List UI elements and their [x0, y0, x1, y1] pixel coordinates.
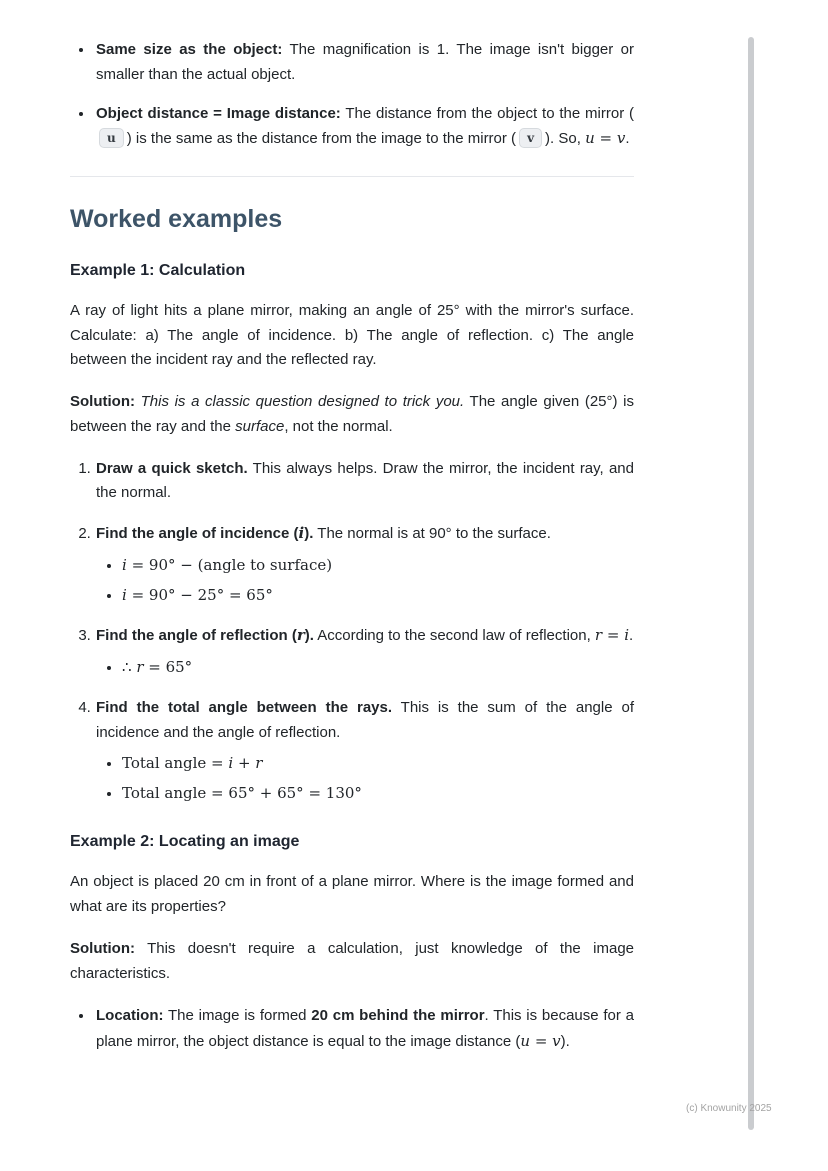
document-content — [70, 38, 634, 1055]
example2-solution — [70, 937, 634, 987]
section-divider — [70, 176, 634, 177]
watermark-text: (c) Knowunity 2025 — [686, 1103, 772, 1114]
math-line — [122, 553, 634, 579]
math-text: = 90° − 25° = 65° — [126, 585, 273, 604]
bullet-text: The distance from the object to the mirror ( — [340, 104, 634, 122]
math-sub-list — [96, 553, 634, 609]
v-variable-chip: v — [519, 128, 542, 148]
step-title: Find the total angle between the rays. — [96, 698, 393, 716]
step-find-incidence — [95, 521, 634, 608]
step-text: This always helps. Draw the mirror, the incident ray, and the normal. — [96, 459, 634, 502]
location-bullet — [94, 1004, 634, 1055]
step-title-text: Find the angle of reflection ( — [96, 627, 297, 645]
bullet-text: ) is the same as the distance from the image to the mirror ( — [126, 130, 517, 148]
math-text: 65° + 65° = 130° — [228, 784, 362, 803]
bullet-text: ). — [560, 1033, 570, 1051]
bullet-bold-label: Object distance = Image distance: — [96, 104, 341, 122]
math-text: Total angle = — [122, 754, 229, 773]
bullet-text: ). So, — [545, 130, 586, 148]
example1-solution — [70, 390, 634, 440]
math-sub-list — [96, 655, 634, 681]
math-text: = 65° — [143, 658, 193, 677]
step-title — [96, 525, 313, 542]
math-text: = 90° − (angle to surface) — [126, 555, 333, 574]
bullet-text: The image is formed — [163, 1007, 312, 1025]
bullet-bold-label: Same size as the object: — [96, 41, 283, 58]
step-text: The normal is at 90° to the surface. — [313, 525, 551, 543]
bullet-text: . This is because for a plane mirror, the object distance is equal to the image distance ( — [96, 1007, 634, 1051]
math-text: Total angle = — [122, 784, 229, 803]
step-title — [96, 627, 314, 644]
math-line — [122, 751, 634, 777]
example2-bullet-list — [70, 1004, 634, 1055]
math-variable: i + r — [228, 754, 263, 773]
solution-steps-list — [70, 457, 634, 807]
step-title: Draw a quick sketch. — [96, 459, 248, 477]
math-var-i: i — [298, 524, 305, 543]
bullet-text: The magnification is 1. The image isn't bigger or smaller than the actual object. — [96, 41, 634, 83]
math-text: ∴ — [122, 658, 137, 677]
intro-bullet-same-size — [94, 38, 634, 88]
step-draw-sketch — [95, 457, 634, 507]
math-variable: r — [136, 658, 144, 677]
step-total-angle — [95, 696, 634, 807]
step-text: According to the second law of reflection, — [313, 627, 595, 645]
math-u-equals-v: u = v — [585, 129, 626, 148]
example1-problem: A ray of light hits a plane mirror, making an angle of 25° with the mirror's surface. Calculate: a) The angle of incidence. b) The angle of reflection. c) The angle between the incident ray and the reflected ray. — [70, 301, 634, 369]
bullet-bold-emphasis: 20 cm behind the mirror — [311, 1007, 485, 1025]
math-variable: i — [122, 585, 127, 604]
step-text: . — [629, 627, 634, 645]
step-title-text: ). — [304, 627, 314, 645]
solution-label: Solution: — [70, 393, 135, 411]
math-line — [122, 655, 634, 681]
solution-text: The angle given (25°) is between the ray and the — [70, 393, 634, 435]
math-r-equals-i: r = i — [594, 626, 629, 645]
math-sub-list — [96, 751, 634, 807]
step-title-text: Find the angle of incidence ( — [96, 525, 299, 543]
u-variable-chip: u — [99, 128, 124, 148]
step-text: This is the sum of the angle of incidence and the angle of reflection. — [96, 698, 634, 741]
intro-bullet-object-distance — [94, 102, 634, 153]
example2-problem: An object is placed 20 cm in front of a plane mirror. Where is the image formed and what are its properties? — [70, 873, 634, 916]
solution-italic-text: This is a classic question designed to trick you. — [140, 393, 465, 411]
solution-text: This doesn't require a calculation, just knowledge of the image characteristics. — [70, 939, 634, 982]
step-title-text: ). — [304, 525, 314, 543]
math-var-r: r — [296, 626, 305, 645]
solution-label: Solution: — [70, 939, 135, 957]
intro-bullet-list — [70, 38, 634, 152]
bullet-text: . — [625, 130, 630, 148]
bullet-bold-label: Location: — [96, 1007, 164, 1025]
solution-text: , not the normal. — [284, 417, 393, 435]
example1-heading: Example 1: Calculation — [70, 261, 246, 279]
solution-italic-word: surface — [235, 417, 285, 435]
step-find-reflection — [95, 623, 634, 681]
math-variable: i — [122, 555, 127, 574]
math-line — [122, 781, 634, 807]
scrollbar-thumb[interactable] — [748, 37, 754, 1130]
worked-examples-heading: Worked examples — [70, 205, 283, 233]
math-u-equals-v: u = v — [520, 1032, 561, 1051]
math-line — [122, 583, 634, 609]
example2-heading: Example 2: Locating an image — [70, 832, 300, 850]
